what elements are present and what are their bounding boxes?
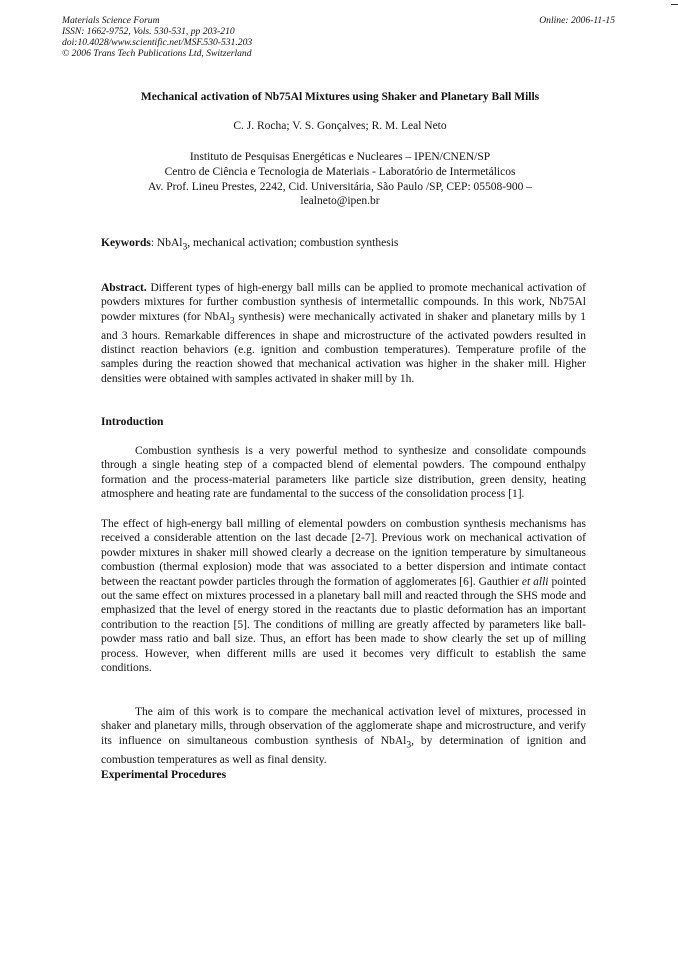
intro-p2-text-a: The effect of high-energy ball milling of elemental powders on combustion synthesis mechanisms has received a considerable attention on the last decade [2-7]. Previous work on mechanical activation of powder mixtures in shaker mill showed clearly a decrease on the ignition temperature by simultaneous combustion (thermal explosion) mode that was associated to a better dispersion and intimate contact between the reactant powder particles through the formation of agglomerates [6]. Gauthier	[101, 518, 586, 588]
introduction-heading: Introduction	[101, 416, 164, 428]
copyright-line: © 2006 Trans Tech Publications Ltd, Switzerland	[62, 48, 252, 59]
contact-email[interactable]: lealneto@ipen.br	[300, 195, 380, 208]
online-date: Online: 2006-11-15	[539, 15, 615, 26]
issn-line: ISSN: 1662-9752, Vols. 530-531, pp 203-210	[62, 26, 235, 37]
affiliation-line-3: Av. Prof. Lineu Prestes, 2242, Cid. Universitária, São Paulo /SP, CEP: 05508-900 –	[148, 180, 532, 193]
experimental-heading: Experimental Procedures	[101, 769, 227, 781]
keywords-label: Keywords	[101, 237, 151, 249]
affiliation-line-2: Centro de Ciência e Tecnologia de Materiais - Laboratório de Intermetálicos	[164, 165, 516, 178]
intro-paragraph-1	[101, 444, 586, 502]
intro-p3-text-a: The aim of this work is to compare the mechanical activation level of mixtures, processed in shaker and planetary mills, through observation of the agglomerate shape and microstructure, and verify its influence on simultaneous combustion synthesis of NbAl	[101, 706, 586, 747]
journal-name: Materials Science Forum	[62, 15, 160, 26]
abstract-label: Abstract.	[101, 282, 147, 294]
intro-paragraph-2	[101, 517, 586, 675]
intro-p3-text-b: , by determination of ignition and combustion temperatures as well as final density.	[101, 734, 586, 766]
keywords	[101, 237, 581, 252]
intro-paragraph-3	[101, 705, 586, 767]
intro-p3-subscript: 3	[406, 739, 412, 751]
intro-p2-italic: et alli	[521, 575, 549, 588]
abstract-subscript: 3	[229, 315, 235, 327]
intro-p2-text-b: pointed out the same effect on mixtures processed in a planetary ball mill and reacted through the SHS mode and emphasized that the level of energy stored in the reactants due to plastic deformation has an important contribution to the reaction [5]. The conditions of milling are greatly affected by parameters like ball-powder mass ratio and ball size. Thus, an effort has been made to show clearly the set up of milling process. However, when different mills are used it becomes very difficult to establish the same conditions.	[101, 575, 586, 675]
abstract-text-a: Different types of high-energy ball mills can be applied to promote mechanical activation of powders mixtures for further combustion synthesis of intermetallic compounds. In this work, Nb75Al powder mixtures (for NbAl	[101, 282, 586, 323]
journal-header	[62, 15, 618, 59]
abstract-text-b: synthesis) were mechanically activated in shaker and planetary mills by 1 and 3 hours. Remarkable differences in shape and microstructure of the activated powders resulted in distinct reaction behaviors (e.g. ignition and combustion temperatures). Temperature profile of the samples during the reaction showed that mechanical activation was higher in the shaker mill. Higher densities were obtained with samples activated in shaker mill by 1h.	[101, 310, 587, 385]
authors: C. J. Rocha; V. S. Gonçalves; R. M. Leal Neto	[233, 120, 447, 132]
affiliation	[80, 150, 600, 209]
doi-line[interactable]: doi:10.4028/www.scientific.net/MSF.530-531.203	[62, 37, 253, 48]
corner-mark	[671, 4, 678, 5]
paper-title: Mechanical activation of Nb75Al Mixtures using Shaker and Planetary Ball Mills	[140, 91, 540, 103]
intro-p1-text: Combustion synthesis is a very powerful method to synthesize and consolidate compounds through a single heating step of a compacted blend of elemental powders. The compound enthalpy formation and the process-material parameters like particle size distribution, green density, heating atmosphere and heating rate are fundamental to the success of the consolidation process [1].	[101, 445, 586, 501]
keywords-text-b: , mechanical activation; combustion synthesis	[187, 237, 399, 249]
keywords-subscript: 3	[182, 241, 188, 253]
affiliation-line-1: Instituto de Pesquisas Energéticas e Nucleares – IPEN/CNEN/SP	[189, 151, 491, 163]
keywords-text-a: : NbAl	[150, 237, 183, 249]
abstract	[101, 281, 586, 386]
